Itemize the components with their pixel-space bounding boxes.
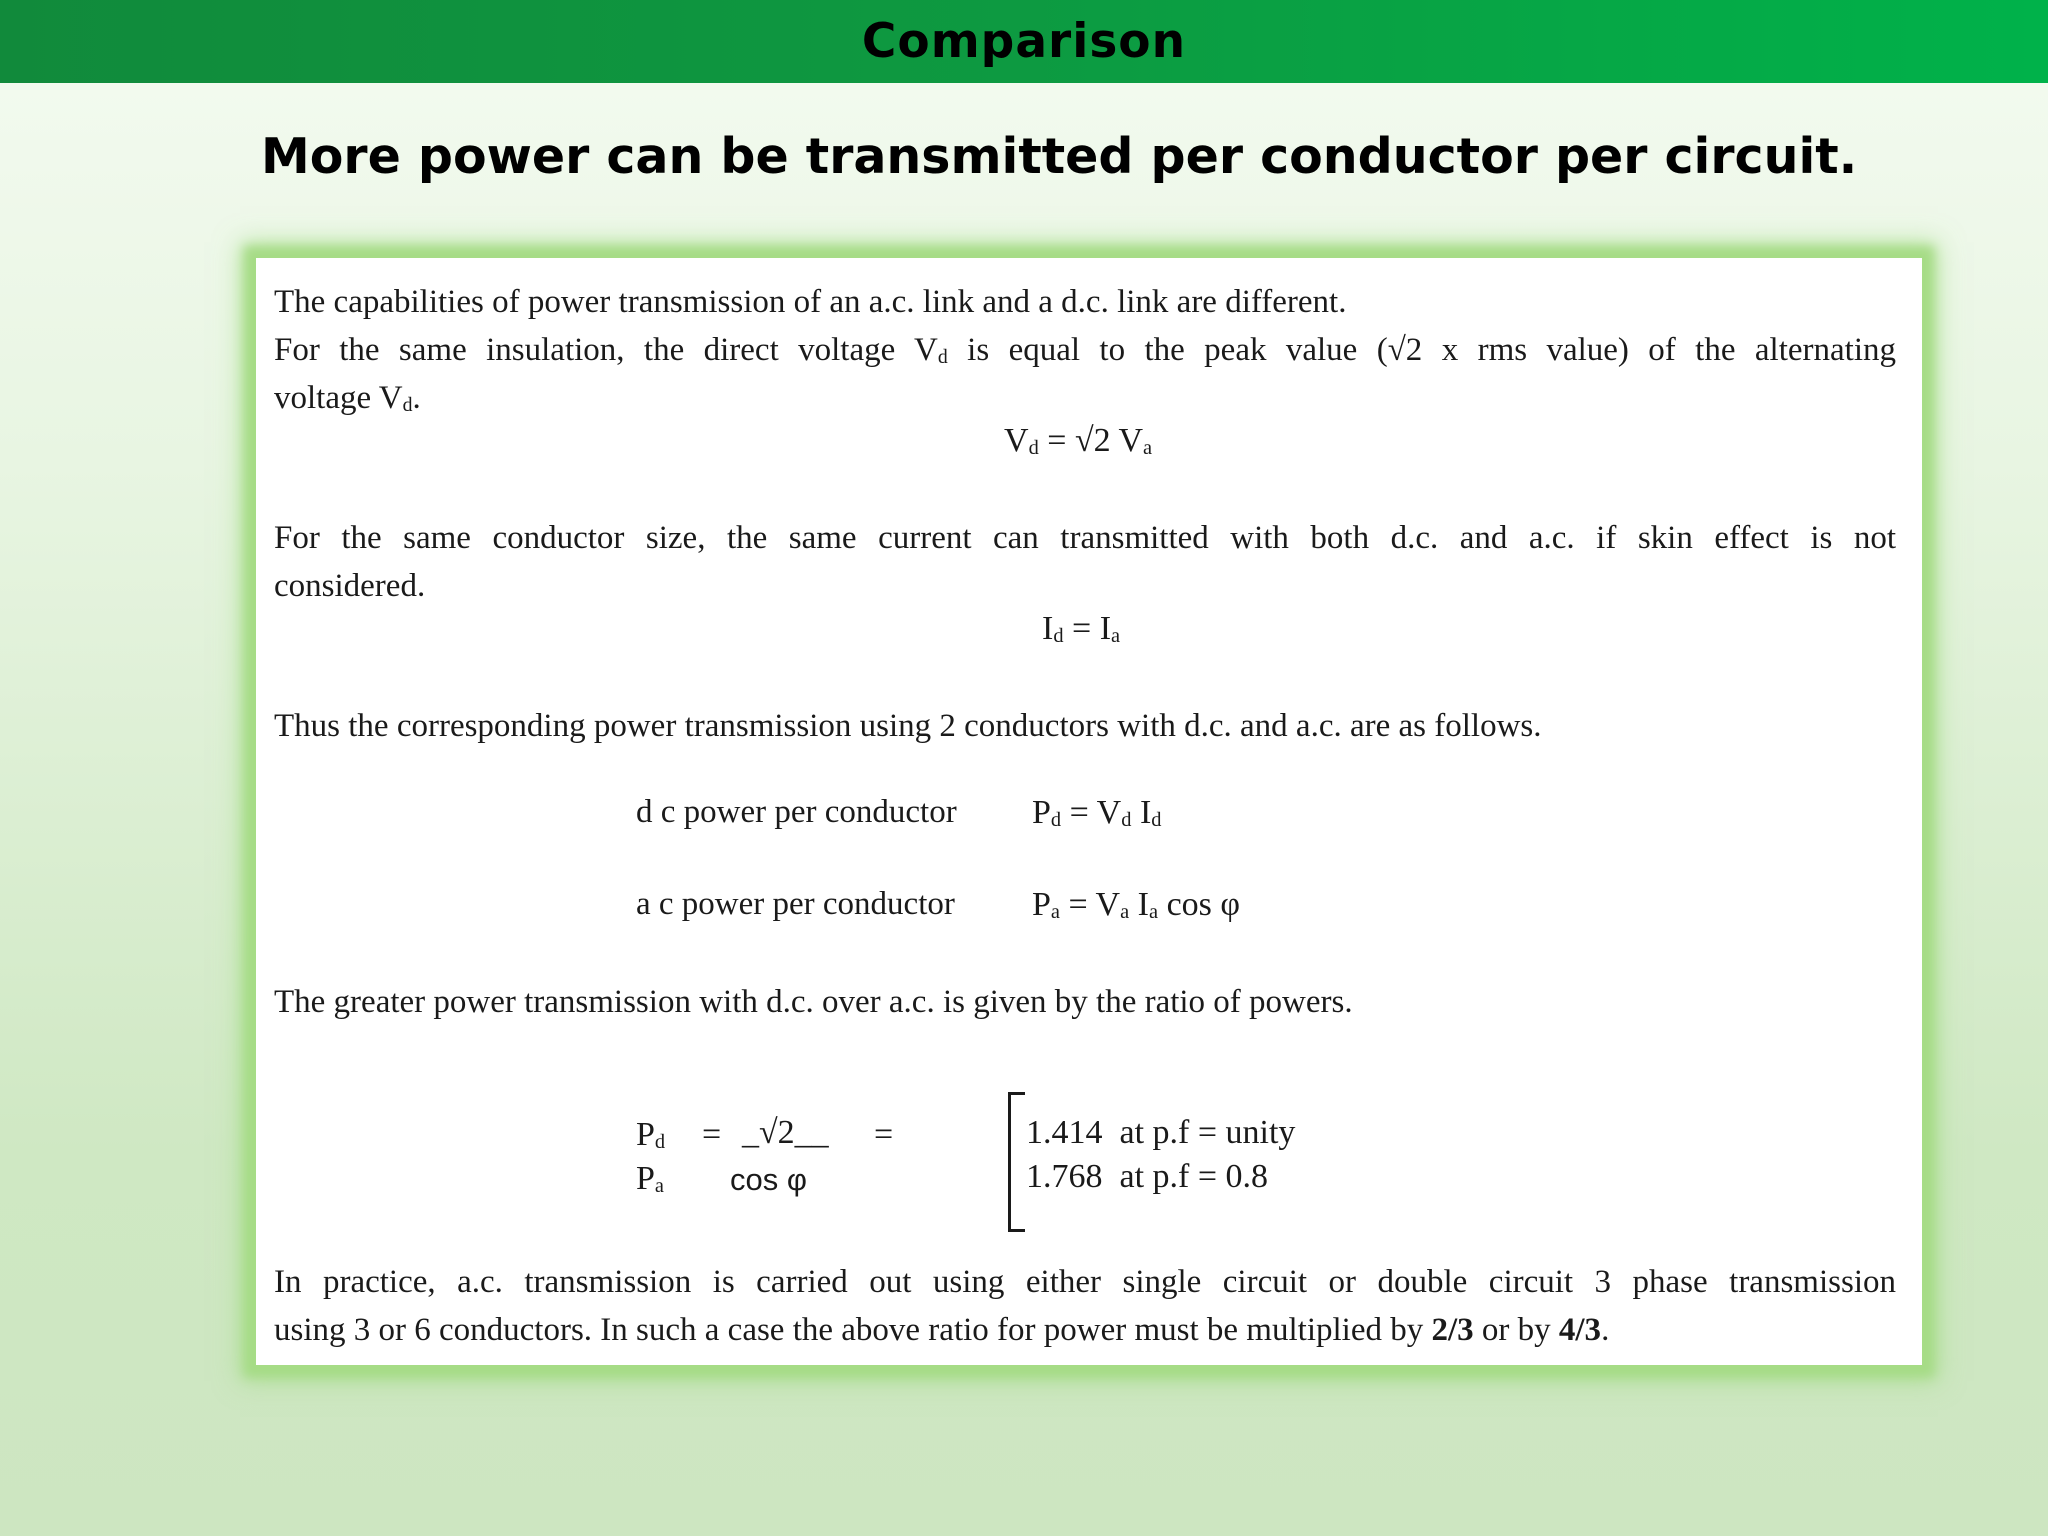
para5-line2: using 3 or 6 conductors. In such a case the above ratio for power must be multiplied by 2/3 or by 4/3.: [274, 1312, 1610, 1348]
content-panel: [256, 258, 1922, 1365]
ratio-equals-2: =: [874, 1116, 894, 1153]
para1-line2: For the same insulation, the direct voltage $V_d$ is equal to the peak value (√2 x rms value) of the alternating: [274, 332, 1896, 368]
paragraph-conductor-size: [274, 514, 1896, 610]
para5-line1: In practice, a.c. transmission is carried out using either single circuit or double circuit 3 phase transmission: [274, 1264, 1896, 1300]
ac-power-equation: $P_a = V_a$ $I_a$ cos φ: [1032, 886, 1241, 924]
dc-power-equation: $P_d = V_d$ $I_d$: [1032, 794, 1162, 832]
para1-line1: The capabilities of power transmission of an a.c. link and a d.c. link are different.: [274, 284, 1347, 320]
ac-power-label: a c power per conductor: [636, 886, 955, 922]
ratio-numerator: $P_d$: [636, 1116, 666, 1154]
fraction-numerator: _√2__: [742, 1114, 829, 1151]
paragraph-capabilities: [274, 278, 1896, 422]
slide-headline: More power can be transmitted per conductor per circuit.: [261, 128, 1858, 185]
equation-current: $I_d = I_a$: [1042, 610, 1121, 648]
cases-bracket: [1008, 1092, 1025, 1232]
fraction-denominator: cos φ: [730, 1162, 807, 1197]
paragraph-ratio-intro: The greater power transmission with d.c. over a.c. is given by the ratio of powers.: [274, 984, 1353, 1020]
para1-line3: voltage $V_d$.: [274, 380, 421, 416]
paragraph-two-conductors: Thus the corresponding power transmission using 2 conductors with d.c. and a.c. are as follows.: [274, 708, 1542, 744]
case-unity: 1.414 at p.f = unity: [1026, 1114, 1296, 1151]
ratio-equals-1: =: [702, 1116, 722, 1153]
ratio-denominator: $P_a$: [636, 1160, 664, 1198]
title-bar: [0, 0, 2048, 83]
slide-title: Comparison: [861, 14, 1187, 69]
para2-line2: considered.: [274, 568, 426, 604]
equation-voltage: $V_d = √2$ $V_a$: [1004, 422, 1153, 460]
para2-line1: For the same conductor size, the same current can transmitted with both d.c. and a.c. if skin effect is not: [274, 520, 1896, 556]
dc-power-label: d c power per conductor: [636, 794, 957, 830]
paragraph-practice: [274, 1258, 1896, 1354]
case-pf-08: 1.768 at p.f = 0.8: [1026, 1158, 1269, 1195]
